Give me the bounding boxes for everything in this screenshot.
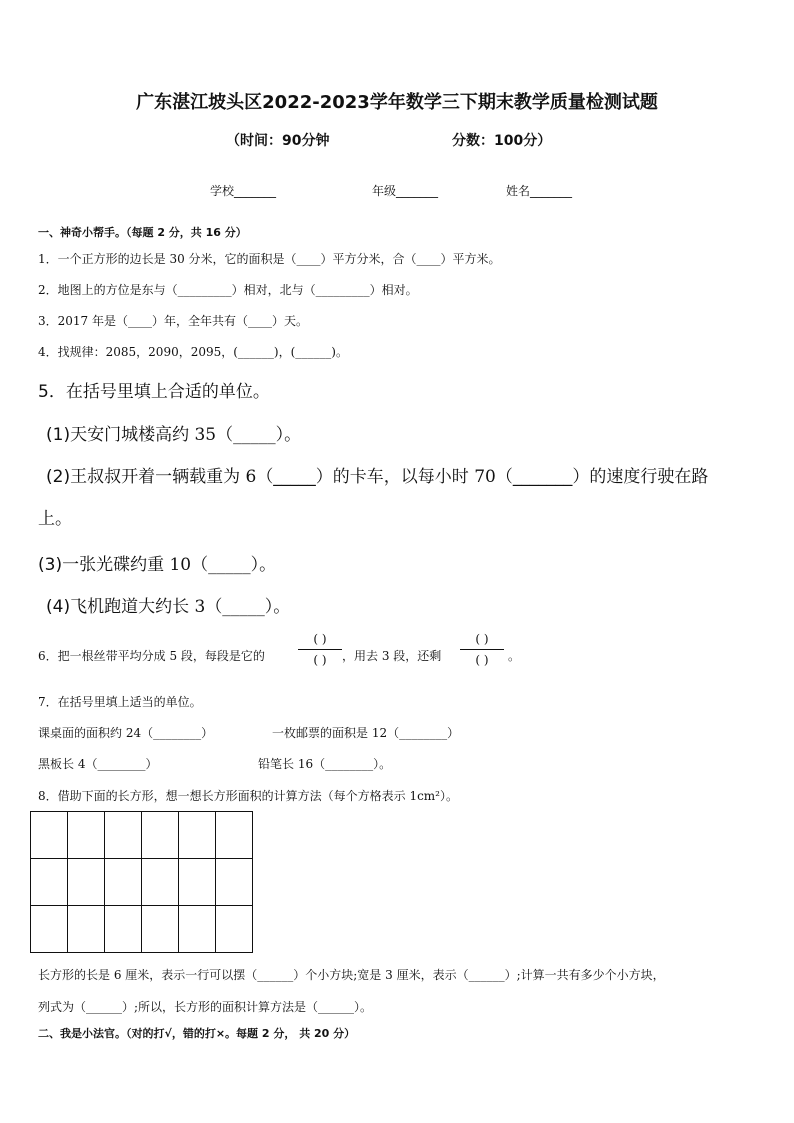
q5-1-label: (1)天安门城楼高约	[46, 425, 195, 445]
question-7-d: 铅笔长 16（________）。	[258, 757, 392, 771]
fraction-blank-2[interactable]	[460, 632, 504, 667]
grid-cell	[179, 859, 216, 906]
q5-2-number-2: 70	[474, 467, 496, 487]
fraction-blank-1[interactable]	[298, 632, 342, 667]
grid-cell	[216, 906, 253, 953]
grid-cell	[105, 812, 142, 859]
section-1-heading: 一、神奇小帮手。（每题 2 分，共 16 分）	[38, 226, 247, 239]
q5-2-number-1: 6	[245, 467, 257, 487]
school-field[interactable]: 学校_______	[210, 184, 277, 198]
numerator-blank[interactable]: ( )	[475, 632, 489, 646]
grid-cell	[68, 812, 105, 859]
grid-cell	[216, 812, 253, 859]
question-8-line-2: 列式为（______）;所以，长方形的面积计算方法是（______）。	[38, 1000, 373, 1014]
q5-3-blank: （_____）。	[191, 555, 277, 575]
grid-cell	[142, 859, 179, 906]
q5-4-blank: （_____）。	[205, 597, 291, 617]
question-6-part-b: ，用去 3 段，还剩	[342, 649, 442, 663]
question-5-1	[46, 420, 301, 445]
fraction-bar	[460, 649, 504, 650]
question-5-3	[38, 550, 276, 575]
page-title: 广东湛江坡头区2022-2023学年数学三下期末教学质量检测试题	[136, 92, 658, 113]
question-8-line-1: 长方形的长是 6 厘米，表示一行可以摆（______）个小方块;宽是 3 厘米，表示（______）;计算一共有多少个小方块，	[38, 968, 665, 982]
question-3: 3．2017 年是（____）年，全年共有（____）天。	[38, 314, 308, 328]
section-2-heading: 二、我是小法官。（对的打√，错的打×。每题 2 分， 共 20 分）	[38, 1027, 356, 1040]
grid-cell	[142, 812, 179, 859]
q5-1-blank: （_____）。	[216, 425, 302, 445]
q5-3-label: (3)一张光碟约重	[38, 555, 170, 575]
numerator-blank[interactable]: ( )	[313, 632, 327, 646]
question-5-2	[46, 462, 708, 487]
question-7: 7．在括号里填上适当的单位。	[38, 695, 202, 709]
grid-cell	[31, 906, 68, 953]
question-4: 4．找规律：2085，2090，2095，(______)，(______)。	[38, 345, 348, 359]
exam-score: 分数：100分）	[452, 133, 552, 149]
question-5: 5．在括号里填上合适的单位。	[38, 382, 270, 402]
question-1: 1．一个正方形的边长是 30 分米，它的面积是（____）平方分米，合（____）平方米。	[38, 252, 501, 266]
fraction-bar	[298, 649, 342, 650]
grid-cell	[31, 859, 68, 906]
q5-3-number: 10	[169, 555, 192, 575]
question-7-b: 一枚邮票的面积是 12（________）	[272, 726, 460, 740]
question-6-part-c: 。	[508, 649, 521, 663]
grid-cell	[105, 859, 142, 906]
q5-1-number: 35	[194, 425, 217, 445]
denominator-blank[interactable]: ( )	[475, 653, 489, 667]
grid-cell	[216, 859, 253, 906]
question-5-2-continued: 上。	[38, 509, 72, 529]
q5-2-middle: （_____）的卡车，以每小时	[256, 467, 475, 487]
denominator-blank[interactable]: ( )	[313, 653, 327, 667]
grade-field[interactable]: 年级_______	[372, 184, 439, 198]
grid-cell	[105, 906, 142, 953]
q5-2-label: (2)王叔叔开着一辆载重为	[46, 467, 246, 487]
question-8: 8．借助下面的长方形，想一想长方形面积的计算方法（每个方格表示 1cm²）。	[38, 789, 458, 803]
q5-4-number: 3	[194, 597, 206, 617]
question-7-a: 课桌面的面积约 24（________）	[38, 726, 214, 740]
grid-cell	[68, 859, 105, 906]
exam-time: （时间：90分钟	[226, 133, 330, 149]
grid-cell	[68, 906, 105, 953]
q5-2-tail: （_______）的速度行驶在路	[495, 467, 709, 487]
question-7-c: 黑板长 4（________）	[38, 757, 158, 771]
grid-cell	[179, 812, 216, 859]
q5-4-label: (4)飞机跑道大约长	[46, 597, 195, 617]
grid-cell	[179, 906, 216, 953]
name-field[interactable]: 姓名_______	[506, 184, 573, 198]
question-2: 2．地图上的方位是东与（_________）相对，北与（_________）相对。	[38, 283, 418, 297]
question-6-part-a: 6．把一根丝带平均分成 5 段，每段是它的	[38, 649, 265, 663]
grid-cell	[31, 812, 68, 859]
rectangle-grid	[30, 811, 253, 953]
grid-cell	[142, 906, 179, 953]
question-5-4	[46, 592, 290, 617]
